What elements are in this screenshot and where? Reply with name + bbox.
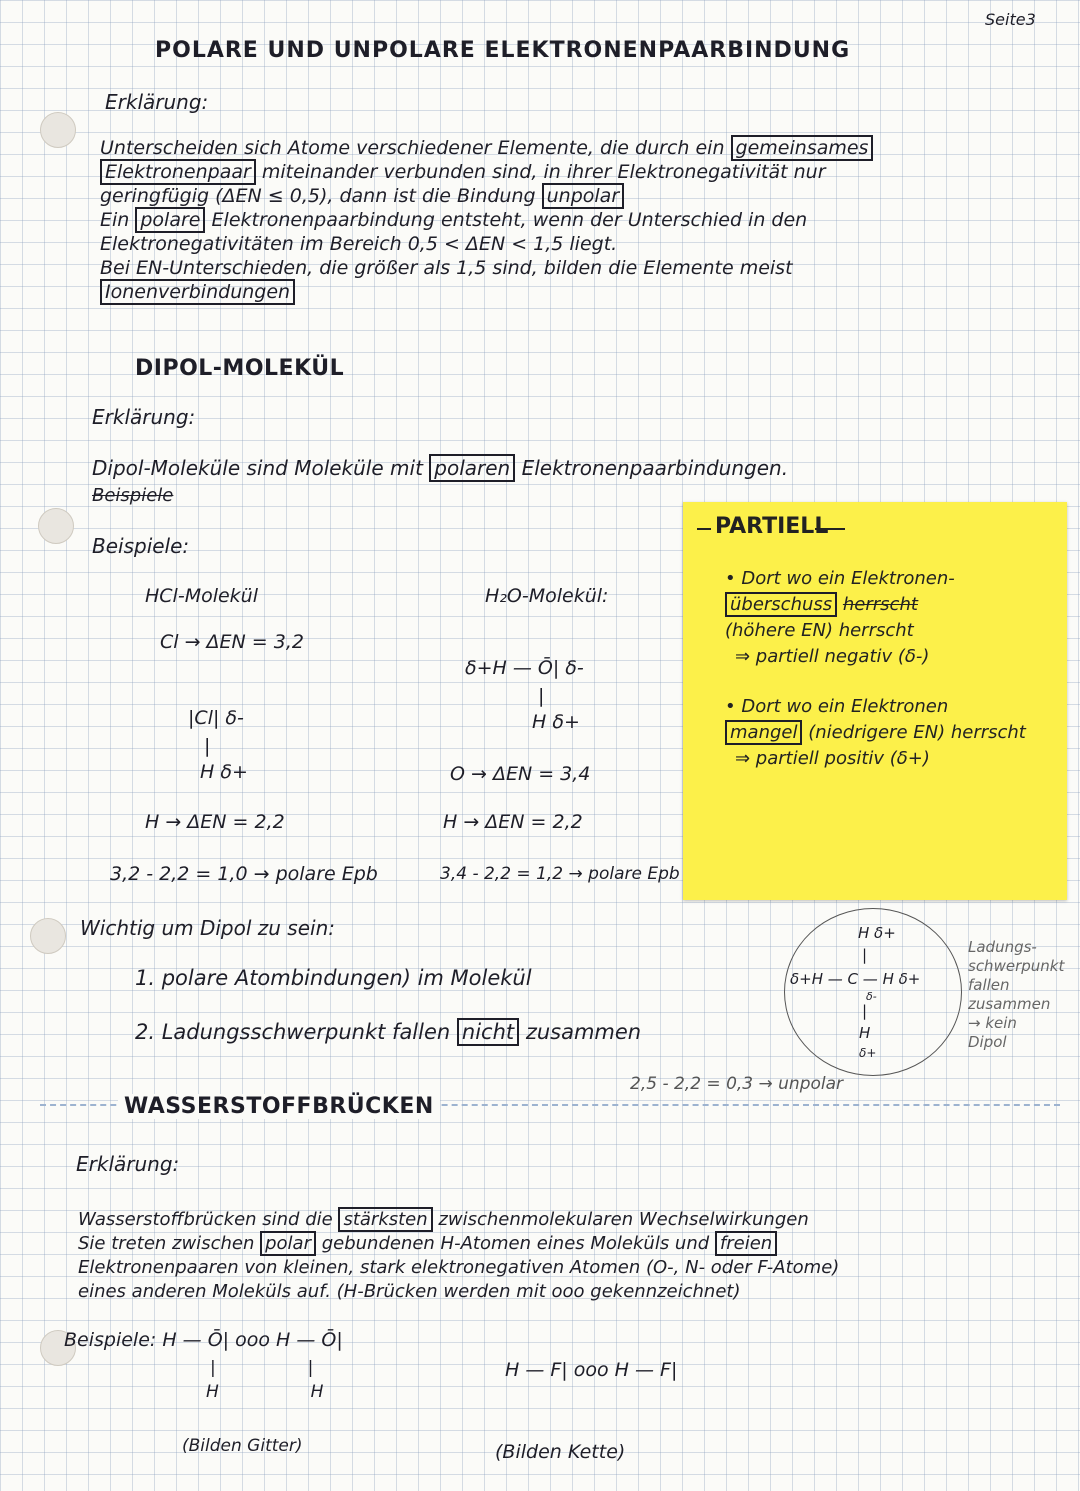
h2o-top: δ+H — Ō| δ- bbox=[465, 657, 584, 679]
crossed-word: Beispiele bbox=[92, 485, 174, 506]
h2o-o-en: O → ΔEN = 3,4 bbox=[450, 763, 591, 785]
methane-bond: | bbox=[862, 946, 868, 964]
methane-bottom-h: H bbox=[859, 1024, 871, 1042]
water-caption: (Bilden Gitter) bbox=[182, 1436, 303, 1456]
methane-c-delta: δ- bbox=[866, 990, 877, 1003]
wichtig-item-2: 2. Ladungsschwerpunkt fallen nicht zusammen bbox=[135, 1020, 642, 1044]
hcl-h-en: H → ΔEN = 2,2 bbox=[145, 811, 285, 833]
methane-bottom-delta: δ+ bbox=[859, 1046, 877, 1060]
sticky-item-1: • Dort wo ein Elektronen- überschuss herrscht (höhere EN) herrscht ⇒ partiell negativ (δ-) bbox=[725, 568, 955, 667]
hcl-calc: 3,2 - 2,2 = 1,0 → polare Epb bbox=[110, 863, 378, 885]
text-line: geringfügig (ΔEN ≤ 0,5), dann ist die Bindung bbox=[100, 185, 536, 207]
text-line: Elektronenpaarbindung entsteht, wenn der Unterschied in den bbox=[211, 209, 808, 231]
methane-bond: | bbox=[862, 1002, 868, 1020]
boxed-term: überschuss bbox=[725, 592, 837, 617]
page-number: Seite3 bbox=[985, 10, 1036, 29]
boxed-term: gemeinsames bbox=[731, 135, 874, 161]
boxed-term: unpolar bbox=[542, 183, 625, 209]
hcl-cl-atom: |Cl| δ- bbox=[188, 707, 244, 729]
binder-hole bbox=[38, 508, 74, 544]
hf-formula: H — F| ooo H — F| bbox=[505, 1359, 678, 1381]
boxed-term: nicht bbox=[457, 1018, 519, 1046]
dipol-definition: Dipol-Moleküle sind Moleküle mit polaren Elektronenpaarbindungen. bbox=[92, 456, 789, 480]
section1-text bbox=[100, 136, 1050, 304]
sticky-rule bbox=[815, 528, 845, 530]
h2o-bottom: H δ+ bbox=[532, 711, 580, 733]
section-title-polar: POLARE UND UNPOLARE ELEKTRONENPAARBINDUNG bbox=[155, 38, 851, 63]
h2o-calc: 3,4 - 2,2 = 1,2 → polare Epb bbox=[440, 864, 680, 884]
sticky-rule bbox=[697, 528, 711, 530]
boxed-term: mangel bbox=[725, 720, 802, 745]
section3-text: Wasserstoffbrücken sind die stärksten zwischenmolekularen Wechselwirkungen Sie treten zwischen polar gebundenen H-Atomen eines Moleküls und freien Elektronenpaaren von kleinen, stark elektronegativen Atomen (O-, N- oder F-Atome) eines anderen Moleküls auf. (H-Brücken werden mit ooo gekennzeichnet) bbox=[78, 1209, 840, 1302]
hcl-bond: | bbox=[204, 735, 211, 757]
erklaerung-label: Erklärung: bbox=[92, 405, 196, 429]
section-title-wasserstoff: WASSERSTOFFBRÜCKEN bbox=[118, 1094, 440, 1119]
binder-hole bbox=[30, 918, 66, 954]
boxed-term: freien bbox=[715, 1231, 777, 1256]
h2o-title: H₂O-Molekül: bbox=[485, 585, 609, 607]
side-note: Ladungs- schwerpunkt fallen zusammen → kein Dipol bbox=[968, 938, 1065, 1051]
text-line: miteinander verbunden sind, in ihrer Elektronegativität nur bbox=[261, 161, 826, 183]
erklaerung-label: Erklärung: bbox=[105, 90, 209, 114]
hcl-h-atom: H δ+ bbox=[200, 761, 248, 783]
methane-top: H δ+ bbox=[858, 924, 896, 942]
beispiele-label: Beispiele: bbox=[92, 534, 190, 558]
text-line: Bei EN-Unterschieden, die größer als 1,5 sind, bilden die Elemente meist bbox=[100, 257, 793, 279]
erklaerung-label: Erklärung: bbox=[76, 1152, 180, 1176]
hf-caption: (Bilden Kette) bbox=[495, 1441, 626, 1463]
sticky-note bbox=[683, 502, 1067, 900]
boxed-term: Ionenverbindungen bbox=[100, 279, 295, 305]
boxed-term: polaren bbox=[429, 454, 515, 482]
text-line: Ein bbox=[100, 209, 130, 231]
section-title-dipol: DIPOL-MOLEKÜL bbox=[135, 356, 345, 381]
water-bottom: H H bbox=[206, 1382, 324, 1402]
methane-middle: δ+H — C — H δ+ bbox=[790, 970, 921, 988]
h2o-bond: | bbox=[538, 685, 545, 707]
methane-calc: 2,5 - 2,2 = 0,3 → unpolar bbox=[630, 1074, 844, 1094]
sticky-title: PARTIELL bbox=[715, 514, 829, 539]
h2o-h-en: H → ΔEN = 2,2 bbox=[443, 811, 583, 833]
beispiel-water: Beispiele: H — Ō| ooo H — Ō| bbox=[64, 1329, 343, 1351]
water-formula: H — Ō| ooo H — Ō| bbox=[162, 1329, 343, 1351]
hcl-cl-en: Cl → ΔEN = 3,2 bbox=[160, 631, 304, 653]
wichtig-label: Wichtig um Dipol zu sein: bbox=[80, 916, 335, 940]
boxed-term: polar bbox=[260, 1231, 316, 1256]
text-line: Unterscheiden sich Atome verschiedener Elemente, die durch ein bbox=[100, 137, 725, 159]
wichtig-item-1: 1. polare Atombindungen) im Molekül bbox=[135, 966, 532, 990]
boxed-term: stärksten bbox=[338, 1207, 432, 1232]
text-line: Elektronegativitäten im Bereich 0,5 < ΔEN < 1,5 liegt. bbox=[100, 233, 618, 255]
hcl-title: HCl-Molekül bbox=[145, 585, 258, 607]
binder-hole bbox=[40, 112, 76, 148]
sticky-item-2: • Dort wo ein Elektronen mangel (niedrigere EN) herrscht ⇒ partiell positiv (δ+) bbox=[725, 696, 1026, 769]
water-bonds: | | bbox=[210, 1358, 314, 1378]
boxed-term: Elektronenpaar bbox=[100, 159, 256, 185]
boxed-term: polare bbox=[135, 207, 205, 233]
